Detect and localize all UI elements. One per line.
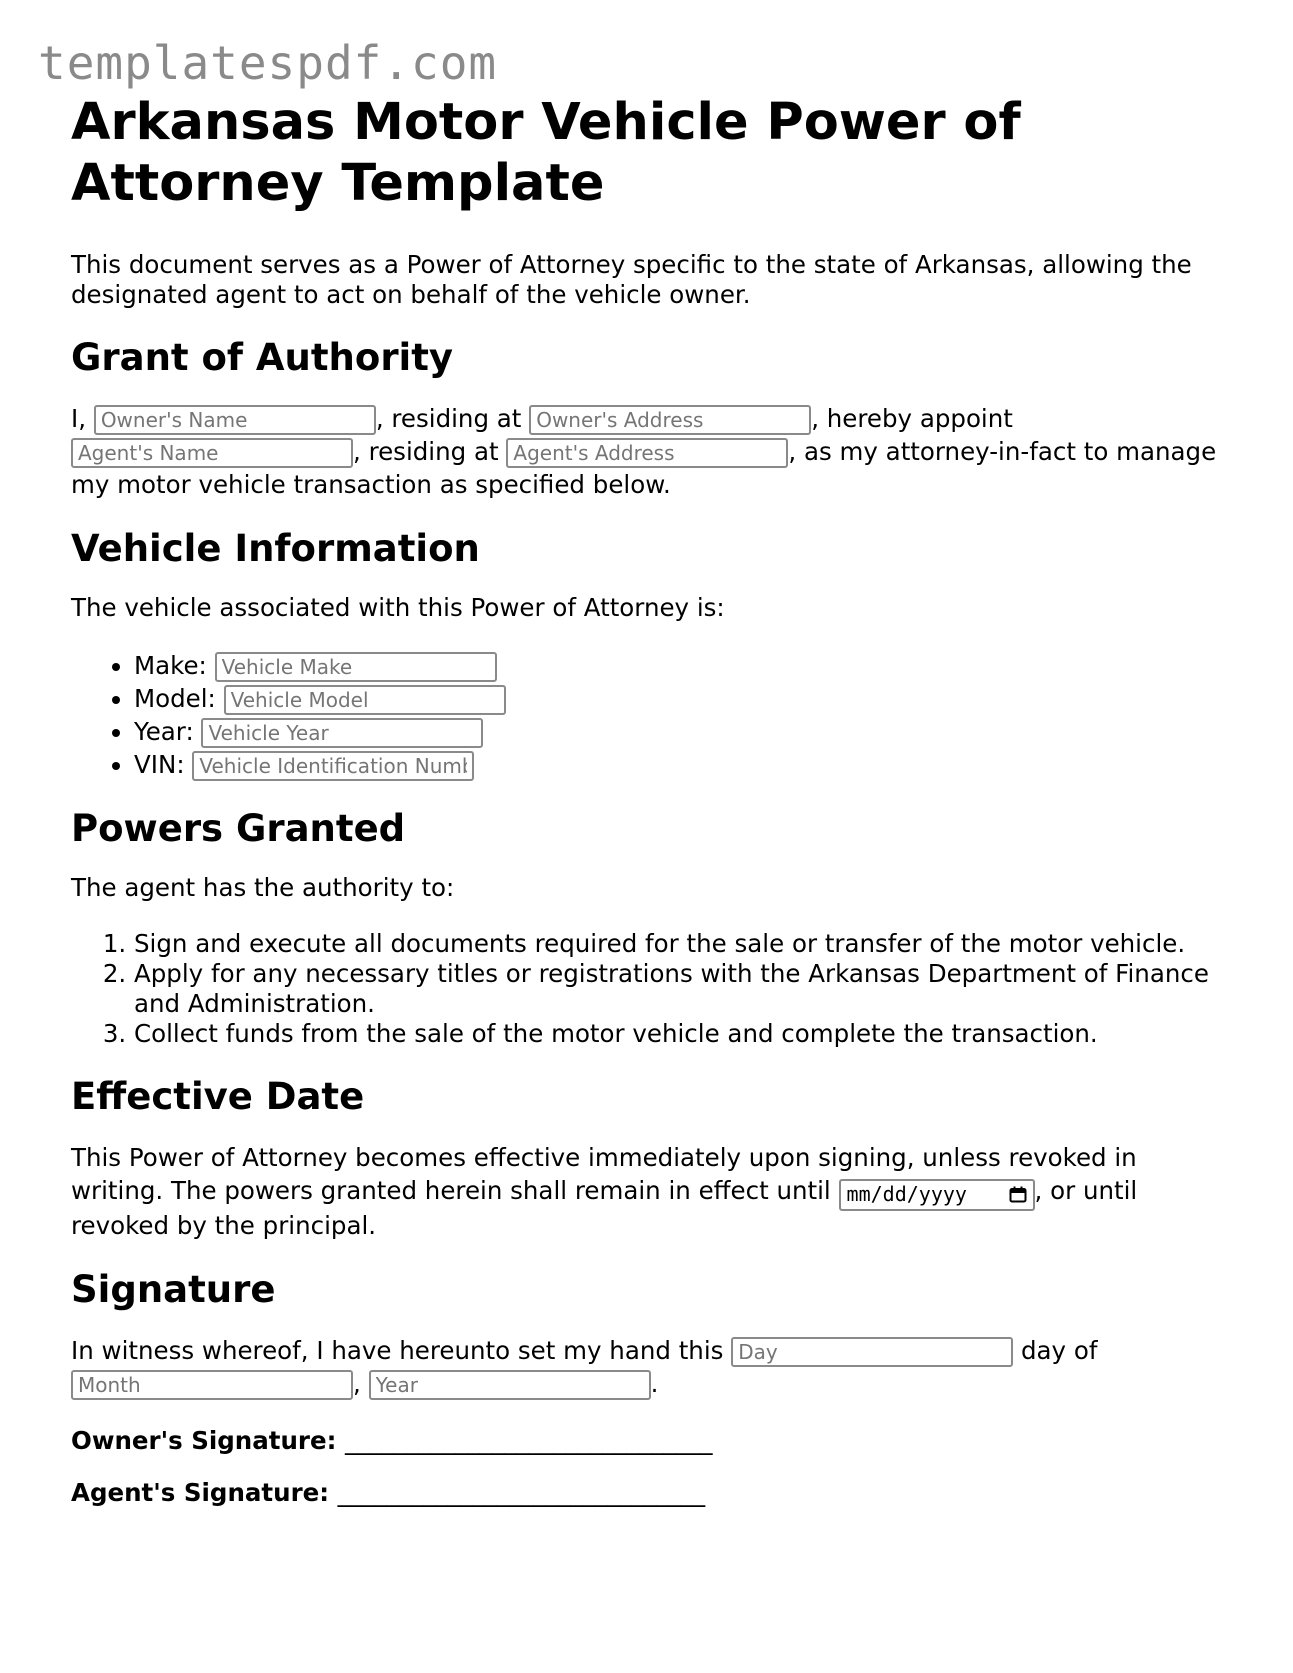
vehicle-intro: The vehicle associated with this Power of Attorney is:	[71, 593, 725, 622]
vehicle-model-label: Model:	[134, 684, 224, 713]
grant-text-4: , residing at	[353, 437, 507, 466]
witness-text-1: In witness whereof, I have hereunto set my hand this	[71, 1335, 732, 1365]
witness-text-3: ,	[353, 1368, 369, 1398]
vehicle-item-model	[134, 682, 1221, 715]
grant-paragraph	[71, 402, 1221, 501]
document-page	[71, 92, 1221, 1530]
document-title: Arkansas Motor Vehicle Power of Attorney Template	[71, 93, 1021, 213]
owner-address-input[interactable]	[529, 405, 811, 435]
power-item: 2. Apply for any necessary titles or registrations with the Arkansas Department of Finance and Administration.	[134, 959, 1221, 1019]
witness-text-4: .	[650, 1368, 659, 1398]
powers-intro: The agent has the authority to:	[71, 873, 455, 902]
owner-signature-line	[71, 1426, 1221, 1456]
owner-signature-blank[interactable]: ______________________________	[344, 1425, 713, 1455]
vehicle-year-input[interactable]	[201, 718, 483, 748]
power-item: 3. Collect funds from the sale of the motor vehicle and complete the transaction.	[134, 1019, 1221, 1049]
powers-heading: Powers Granted	[71, 807, 406, 850]
vehicle-make-input[interactable]	[215, 652, 497, 682]
signature-year-input[interactable]	[369, 1370, 651, 1400]
vehicle-heading: Vehicle Information	[71, 527, 480, 570]
agent-name-input[interactable]	[71, 438, 353, 468]
grant-text-2: , residing at	[375, 404, 530, 433]
vehicle-vin-input[interactable]	[192, 751, 474, 781]
vehicle-item-year	[134, 715, 1221, 748]
date-placeholder: mm/dd/yyyy	[846, 1182, 967, 1206]
grant-text-1: I,	[71, 404, 94, 433]
vehicle-list	[71, 649, 1221, 781]
signature-day-input[interactable]	[731, 1337, 1013, 1367]
calendar-icon[interactable]	[1009, 1186, 1027, 1203]
intro-paragraph: This document serves as a Power of Attorney specific to the state of Arkansas, allowing the designated agent to act on behalf of the vehicle owner.	[71, 250, 1192, 309]
power-item: 1. Sign and execute all documents required for the sale or transfer of the motor vehicle.	[134, 929, 1221, 959]
grant-text-5: , as my attorney-in-fact to manage my motor vehicle transaction as specified below.	[71, 437, 1217, 499]
signature-heading: Signature	[71, 1267, 276, 1311]
vehicle-year-label: Year:	[134, 717, 202, 746]
vehicle-vin-label: VIN:	[134, 750, 193, 779]
effective-heading: Effective Date	[71, 1075, 365, 1118]
grant-heading: Grant of Authority	[71, 336, 454, 379]
vehicle-make-label: Make:	[134, 651, 215, 680]
effective-date-input[interactable]	[839, 1179, 1035, 1211]
vehicle-item-make	[134, 649, 1221, 682]
grant-text-3: , hereby appoint	[811, 404, 1013, 433]
effective-paragraph	[71, 1141, 1221, 1242]
owner-signature-label: Owner's Signature:	[71, 1425, 337, 1455]
signature-month-input[interactable]	[71, 1370, 353, 1400]
agent-signature-label: Agent's Signature:	[71, 1477, 330, 1507]
agent-signature-line	[71, 1478, 1221, 1508]
powers-list	[71, 929, 1221, 1049]
watermark: templatespdf.com	[38, 36, 498, 90]
effective-text-1: This Power of Attorney becomes effective immediately upon signing, unless revoked in writing. The powers granted herein shall remain in effect until	[71, 1143, 1137, 1205]
agent-signature-blank[interactable]: ______________________________	[337, 1477, 706, 1507]
agent-address-input[interactable]	[506, 438, 788, 468]
effective-text-2: , or until revoked by the principal.	[71, 1176, 1138, 1240]
witness-text-2: day of	[1013, 1335, 1098, 1365]
owner-name-input[interactable]	[94, 405, 376, 435]
witness-paragraph	[71, 1334, 1221, 1400]
vehicle-item-vin	[134, 748, 1221, 781]
vehicle-model-input[interactable]	[224, 685, 506, 715]
